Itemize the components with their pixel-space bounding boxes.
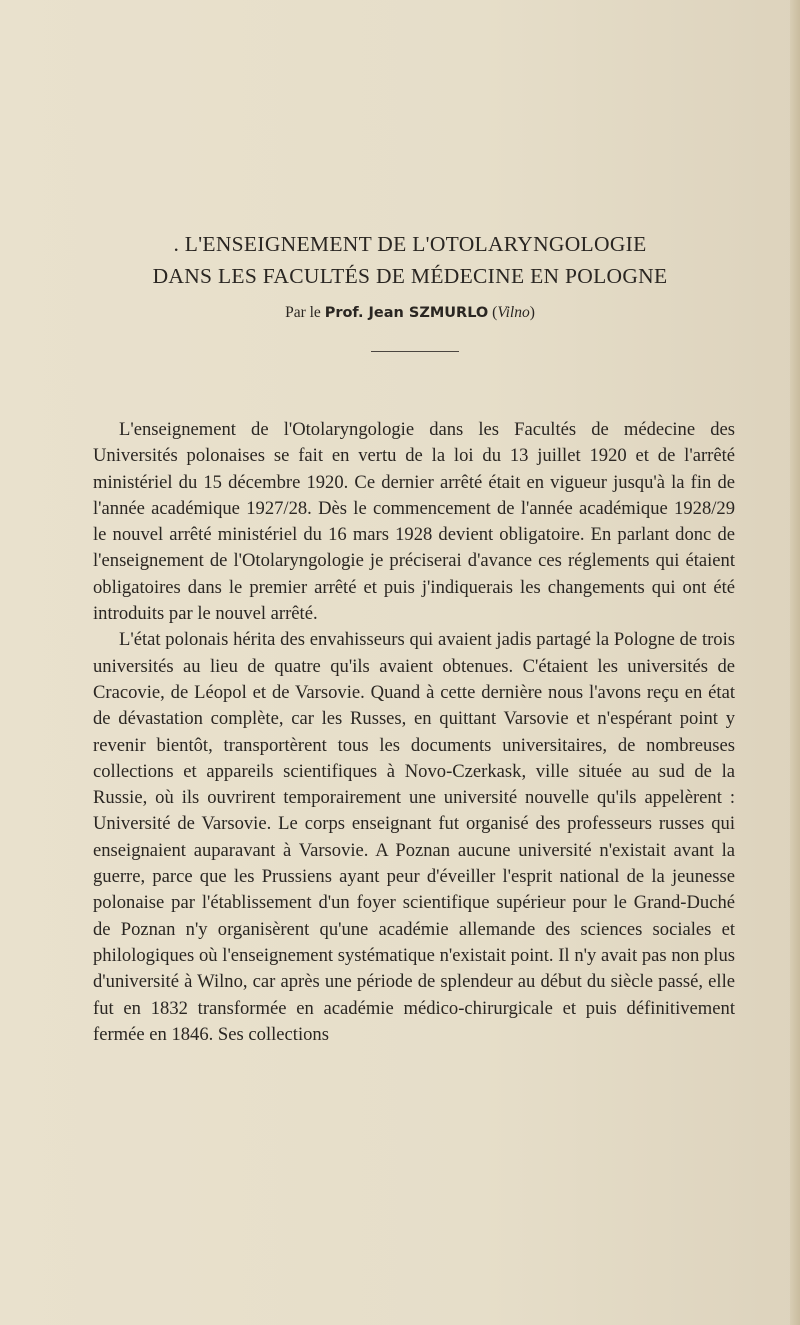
paragraph-1: L'enseignement de l'Otolaryngologie dans les Facultés de médecine des Universités polonaises se fait en vertu de la loi du 13 juillet 1920 et de l'arrêté ministériel du 15 décembre 1920. Ce dernier arrêté était en vigueur jusqu'à la fin de l'année académique 1927/28. Dès le commencement de l'année académique 1928/29 le nouvel arrêté ministériel du 16 mars 1928 devient obligatoire. En parlant donc de l'enseignement de l'Otolaryngologie je préciserai d'avance ces réglements qui étaient obligatoires dans le premier arrêté et puis j'indiquerais les changements qui ont été introduits par le nouvel arrêté.: [93, 419, 735, 625]
byline-prefix: Par le: [285, 304, 321, 321]
article-title: [60, 228, 760, 292]
body-text: [93, 417, 735, 1048]
location-close: ): [529, 304, 535, 321]
title-divider: [371, 351, 459, 352]
page-edge: [790, 0, 800, 1325]
title-line-2: DANS LES FACULTÉS DE MÉDECINE EN POLOGNE: [152, 264, 668, 288]
location-open: (: [492, 304, 498, 321]
byline: [60, 304, 760, 322]
author-name: Prof. Jean SZMURLO: [324, 305, 489, 321]
author-location: Vilno: [497, 304, 530, 321]
paragraph-2: L'état polonais hérita des envahisseurs qui avaient jadis partagé la Pologne de trois universités au lieu de quatre qu'ils avaient obtenues. C'étaient les universités de Cracovie, de Léopol et de Varsovie. Quand à cette dernière nous l'avons reçu en état de dévastation complète, car les Russes, en quittant Varsovie et n'espérant point y revenir bientôt, transportèrent tous les documents universitaires, de nombreuses collections et appareils scientifiques à Novo-Czerkask, ville située au sud de la Russie, où ils ouvrirent temporairement une université nouvelle qu'ils appelèrent : Université de Varsovie. Le corps enseignant fut organisé des professeurs russes qui enseignaient auparavant à Varsovie. A Poznan aucune université n'existait avant la guerre, parce que les Prussiens ayant peur d'éveiller l'esprit national de la jeunesse polonaise par l'établissement d'un foyer scientifique supérieur pour le Grand-Duché de Poznan n'y organisèrent qu'une académie allemande des sciences sociales et philologiques où l'enseignement systématique n'existait point. Il n'y avait pas non plus d'université à Wilno, car après une période de splendeur au début du siècle passé, elle fut en 1832 transformée en académie médico-chirurgicale et puis définitivement fermée en 1846. Ses collections: [93, 629, 735, 1045]
title-line-1: . L'ENSEIGNEMENT DE L'OTOLARYNGOLOGIE: [173, 232, 647, 256]
